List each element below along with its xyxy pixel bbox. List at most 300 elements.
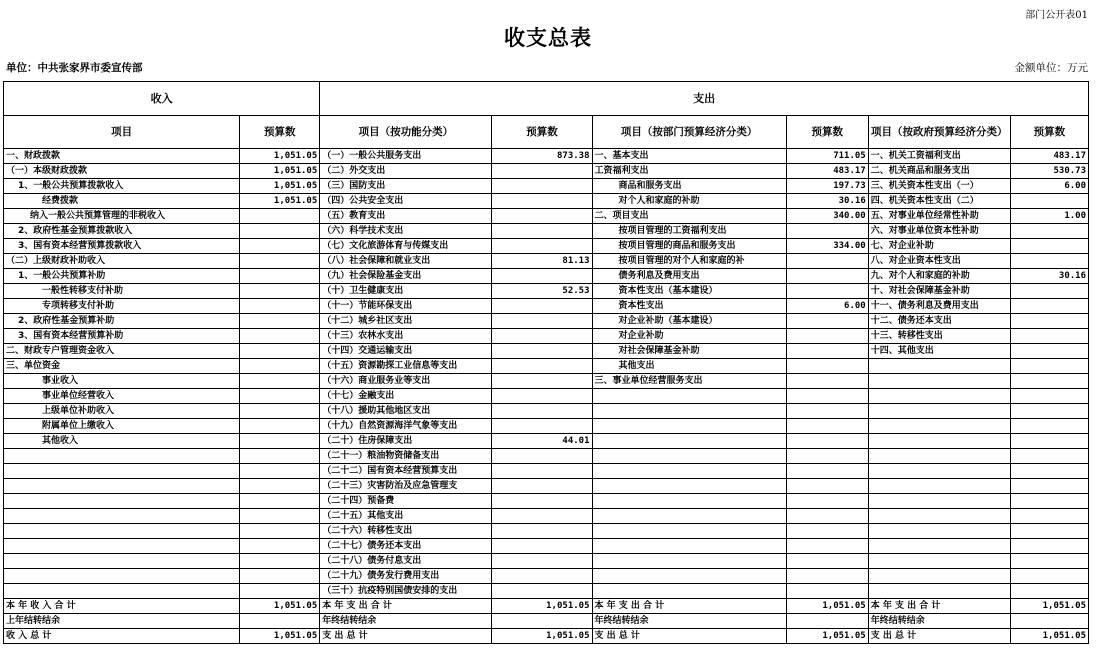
income-budget-cell — [240, 314, 320, 329]
dept-item-cell: 商品和服务支出 — [592, 179, 786, 194]
dept-item-cell — [592, 584, 786, 599]
income-item-cell — [4, 509, 240, 524]
dept-budget-cell — [786, 404, 868, 419]
income-item-cell — [4, 494, 240, 509]
amount-unit-label: 金额单位：万元 — [1014, 62, 1088, 74]
dept-budget-cell — [786, 359, 868, 374]
income-item-cell: 1、一般公共预算补助 — [4, 269, 240, 284]
dept-item-cell — [592, 554, 786, 569]
func-item-cell: （十三）农林水支出 — [320, 329, 492, 344]
income-item-cell — [4, 539, 240, 554]
dept-budget-cell — [786, 494, 868, 509]
income-budget-cell — [240, 329, 320, 344]
income-budget-cell: 1,051.05 — [240, 629, 320, 644]
dept-item-cell: 对个人和家庭的补助 — [592, 194, 786, 209]
func-item-cell: （二十九）债务发行费用支出 — [320, 569, 492, 584]
income-item-cell: 三、单位资金 — [4, 359, 240, 374]
gov-budget-cell — [1010, 494, 1088, 509]
income-item-cell: 2、政府性基金预算拨款收入 — [4, 224, 240, 239]
func-item-cell: 年终结转结余 — [320, 614, 492, 629]
func-item-cell: （七）文化旅游体育与传媒支出 — [320, 239, 492, 254]
dept-budget-cell: 1,051.05 — [786, 599, 868, 614]
gov-item-cell — [868, 374, 1010, 389]
rows-row — [4, 464, 1089, 479]
gov-item-cell: 十四、其他支出 — [868, 344, 1010, 359]
rows-row — [4, 209, 1089, 224]
dept-budget-cell — [786, 449, 868, 464]
func-budget-cell — [492, 209, 592, 224]
dept-budget-cell — [786, 524, 868, 539]
func-item-cell: （二十五）其他支出 — [320, 509, 492, 524]
dept-item-cell — [592, 449, 786, 464]
budget-summary-table — [3, 81, 1089, 644]
dept-item-cell: 资本性支出 — [592, 299, 786, 314]
income-item-cell — [4, 449, 240, 464]
income-budget-cell — [240, 524, 320, 539]
rows-row — [4, 494, 1089, 509]
income-item-cell: （二）上级财政补助收入 — [4, 254, 240, 269]
rows-row — [4, 524, 1089, 539]
gov-budget-cell: 1,051.05 — [1010, 599, 1088, 614]
dept-budget-cell — [786, 224, 868, 239]
income-budget-cell: 1,051.05 — [240, 599, 320, 614]
func-item-cell: （十五）资源勘探工业信息等支出 — [320, 359, 492, 374]
rows-row — [4, 344, 1089, 359]
gov-item-cell — [868, 479, 1010, 494]
gov-item-cell: 四、机关资本性支出（二） — [868, 194, 1010, 209]
income-budget-cell — [240, 359, 320, 374]
gov-budget-cell — [1010, 344, 1088, 359]
gov-item-cell: 十二、债务还本支出 — [868, 314, 1010, 329]
dept-budget-cell — [786, 434, 868, 449]
func-budget-cell: 81.13 — [492, 254, 592, 269]
income-item-cell: 事业收入 — [4, 374, 240, 389]
income-budget-cell — [240, 209, 320, 224]
func-budget-cell — [492, 359, 592, 374]
func-budget-cell — [492, 374, 592, 389]
income-budget-cell — [240, 494, 320, 509]
func-budget-cell — [492, 344, 592, 359]
dept-item-cell: 三、事业单位经营服务支出 — [592, 374, 786, 389]
gov-budget-cell — [1010, 434, 1088, 449]
gov-item-cell — [868, 449, 1010, 464]
gov-budget-cell: 483.17 — [1010, 149, 1088, 164]
rows-row — [4, 419, 1089, 434]
func-budget-cell — [492, 554, 592, 569]
income-budget-cell — [240, 374, 320, 389]
dept-budget-cell — [786, 269, 868, 284]
dept-item-header: 项目（按部门预算经济分类） — [592, 116, 786, 149]
func-item-cell: （二十七）债务还本支出 — [320, 539, 492, 554]
income-budget-cell — [240, 254, 320, 269]
income-budget-cell: 1,051.05 — [240, 149, 320, 164]
gov-budget-cell: 1.00 — [1010, 209, 1088, 224]
gov-budget-cell — [1010, 389, 1088, 404]
dept-budget-cell: 1,051.05 — [786, 629, 868, 644]
gov-item-cell: 八、对企业资本性支出 — [868, 254, 1010, 269]
func-budget-cell — [492, 299, 592, 314]
gov-item-cell: 六、对事业单位资本性补助 — [868, 224, 1010, 239]
gov-budget-cell — [1010, 314, 1088, 329]
dept-item-cell — [592, 569, 786, 584]
dept-item-cell — [592, 434, 786, 449]
dept-budget-cell — [786, 284, 868, 299]
gov-budget-cell — [1010, 569, 1088, 584]
gov-item-cell — [868, 524, 1010, 539]
gov-item-cell: 十、对社会保障基金补助 — [868, 284, 1010, 299]
income-budget-cell — [240, 269, 320, 284]
dept-budget-cell: 334.00 — [786, 239, 868, 254]
dept-item-cell: 其他支出 — [592, 359, 786, 374]
func-item-cell: （三）国防支出 — [320, 179, 492, 194]
income-item-cell: 一般性转移支付补助 — [4, 284, 240, 299]
gov-item-cell — [868, 389, 1010, 404]
dept-item-cell — [592, 539, 786, 554]
dept-budget-cell — [786, 329, 868, 344]
income-item-cell: 事业单位经营收入 — [4, 389, 240, 404]
func-budget-cell — [492, 509, 592, 524]
income-item-cell — [4, 569, 240, 584]
income-item-cell: 3、国有资本经营预算拨款收入 — [4, 239, 240, 254]
rows-row — [4, 509, 1089, 524]
gov-item-cell — [868, 509, 1010, 524]
func-item-cell: （四）公共安全支出 — [320, 194, 492, 209]
gov-item-cell — [868, 419, 1010, 434]
func-item-cell: （八）社会保障和就业支出 — [320, 254, 492, 269]
func-budget-cell — [492, 329, 592, 344]
gov-budget-cell — [1010, 464, 1088, 479]
dept-item-cell — [592, 494, 786, 509]
gov-item-cell: 九、对个人和家庭的补助 — [868, 269, 1010, 284]
dept-item-cell: 年终结转结余 — [592, 614, 786, 629]
func-budget-cell — [492, 419, 592, 434]
income-item-cell: 3、国有资本经营预算补助 — [4, 329, 240, 344]
gov-budget-cell: 1,051.05 — [1010, 629, 1088, 644]
gov-budget-cell — [1010, 614, 1088, 629]
income-item-cell: 专项转移支付补助 — [4, 299, 240, 314]
rows-row — [4, 224, 1089, 239]
func-item-cell: （二）外交支出 — [320, 164, 492, 179]
func-budget-header: 预算数 — [492, 116, 592, 149]
func-budget-cell — [492, 239, 592, 254]
income-item-cell: 2、政府性基金预算补助 — [4, 314, 240, 329]
rows-row — [4, 374, 1089, 389]
gov-item-cell — [868, 464, 1010, 479]
dept-item-cell: 按项目管理的商品和服务支出 — [592, 239, 786, 254]
func-budget-cell: 44.01 — [492, 434, 592, 449]
func-budget-cell — [492, 479, 592, 494]
totals-row — [4, 629, 1089, 644]
dept-budget-cell: 197.73 — [786, 179, 868, 194]
income-item-cell: 本 年 收 入 合 计 — [4, 599, 240, 614]
func-budget-cell — [492, 569, 592, 584]
rows-row — [4, 164, 1089, 179]
income-item-cell: （一）本级财政拨款 — [4, 164, 240, 179]
func-budget-cell — [492, 494, 592, 509]
func-item-cell: （十九）自然资源海洋气象等支出 — [320, 419, 492, 434]
income-item-cell: 二、财政专户管理资金收入 — [4, 344, 240, 359]
func-budget-cell — [492, 539, 592, 554]
dept-item-cell: 对企业补助 — [592, 329, 786, 344]
func-item-cell: （十二）城乡社区支出 — [320, 314, 492, 329]
gov-budget-cell — [1010, 404, 1088, 419]
dept-budget-cell: 30.16 — [786, 194, 868, 209]
func-budget-cell — [492, 464, 592, 479]
gov-item-header: 项目（按政府预算经济分类） — [868, 116, 1010, 149]
rows-row — [4, 569, 1089, 584]
rows-row — [4, 194, 1089, 209]
gov-budget-cell — [1010, 524, 1088, 539]
dept-item-cell: 对企业补助（基本建设） — [592, 314, 786, 329]
gov-budget-cell — [1010, 539, 1088, 554]
gov-budget-cell — [1010, 254, 1088, 269]
income-item-cell — [4, 554, 240, 569]
rows-row — [4, 359, 1089, 374]
income-item-cell — [4, 464, 240, 479]
dept-item-cell — [592, 524, 786, 539]
dept-budget-cell — [786, 314, 868, 329]
income-budget-cell — [240, 464, 320, 479]
func-item-cell: （一）一般公共服务支出 — [320, 149, 492, 164]
unit-label: 单位：中共张家界市委宣传部 — [6, 62, 143, 74]
func-budget-cell — [492, 164, 592, 179]
dept-item-cell — [592, 389, 786, 404]
income-group-header: 收入 — [4, 82, 320, 116]
income-budget-cell — [240, 389, 320, 404]
gov-budget-cell — [1010, 194, 1088, 209]
rows-row — [4, 479, 1089, 494]
gov-budget-cell — [1010, 224, 1088, 239]
income-budget-cell — [240, 344, 320, 359]
func-item-cell: （二十一）粮油物资储备支出 — [320, 449, 492, 464]
gov-budget-cell — [1010, 284, 1088, 299]
income-budget-cell — [240, 584, 320, 599]
dept-budget-cell — [786, 569, 868, 584]
dept-budget-cell — [786, 389, 868, 404]
gov-budget-cell — [1010, 479, 1088, 494]
dept-item-cell — [592, 509, 786, 524]
gov-budget-cell — [1010, 329, 1088, 344]
gov-budget-cell — [1010, 449, 1088, 464]
func-budget-cell: 1,051.05 — [492, 599, 592, 614]
rows-row — [4, 149, 1089, 164]
dept-budget-cell — [786, 614, 868, 629]
dept-item-cell — [592, 479, 786, 494]
income-budget-cell — [240, 539, 320, 554]
gov-budget-cell — [1010, 554, 1088, 569]
rows-row — [4, 434, 1089, 449]
dept-budget-header: 预算数 — [786, 116, 868, 149]
dept-item-cell: 按项目管理的工资福利支出 — [592, 224, 786, 239]
func-item-cell: （二十八）债务付息支出 — [320, 554, 492, 569]
income-item-cell: 一、财政拨款 — [4, 149, 240, 164]
income-item-cell: 经费拨款 — [4, 194, 240, 209]
gov-budget-cell: 6.00 — [1010, 179, 1088, 194]
func-budget-cell — [492, 314, 592, 329]
dept-item-cell: 支 出 总 计 — [592, 629, 786, 644]
func-budget-cell — [492, 269, 592, 284]
func-item-cell: （十八）援助其他地区支出 — [320, 404, 492, 419]
func-item-cell: 支 出 总 计 — [320, 629, 492, 644]
dept-item-cell: 资本性支出（基本建设） — [592, 284, 786, 299]
func-item-cell: （十六）商业服务业等支出 — [320, 374, 492, 389]
func-item-cell: （十一）节能环保支出 — [320, 299, 492, 314]
rows-row — [4, 314, 1089, 329]
func-item-cell: （六）科学技术支出 — [320, 224, 492, 239]
func-item-cell: （二十三）灾害防治及应急管理支 — [320, 479, 492, 494]
func-item-cell: （十四）交通运输支出 — [320, 344, 492, 359]
income-budget-cell: 1,051.05 — [240, 179, 320, 194]
gov-budget-cell — [1010, 299, 1088, 314]
func-budget-cell — [492, 614, 592, 629]
income-budget-cell — [240, 434, 320, 449]
func-budget-cell — [492, 224, 592, 239]
gov-budget-cell — [1010, 419, 1088, 434]
func-item-cell: （十七）金融支出 — [320, 389, 492, 404]
expense-group-header: 支出 — [320, 82, 1089, 116]
rows-row — [4, 584, 1089, 599]
dept-item-cell — [592, 464, 786, 479]
dept-budget-cell — [786, 509, 868, 524]
rows-row — [4, 239, 1089, 254]
dept-item-cell — [592, 419, 786, 434]
gov-item-cell: 支 出 总 计 — [868, 629, 1010, 644]
dept-budget-cell — [786, 479, 868, 494]
income-budget-cell — [240, 614, 320, 629]
income-budget-cell — [240, 284, 320, 299]
gov-item-cell: 三、机关资本性支出（一） — [868, 179, 1010, 194]
dept-item-cell: 工资福利支出 — [592, 164, 786, 179]
func-budget-cell: 52.53 — [492, 284, 592, 299]
gov-item-cell — [868, 569, 1010, 584]
income-item-cell: 纳入一般公共预算管理的非税收入 — [4, 209, 240, 224]
gov-item-cell: 年终结转结余 — [868, 614, 1010, 629]
table-body — [4, 149, 1089, 599]
table-code-label: 部门公开表01 — [1025, 10, 1088, 21]
rows-row — [4, 254, 1089, 269]
dept-budget-cell — [786, 344, 868, 359]
rows-row — [4, 179, 1089, 194]
dept-budget-cell — [786, 584, 868, 599]
dept-budget-cell — [786, 464, 868, 479]
rows-row — [4, 269, 1089, 284]
func-item-cell: （二十四）预备费 — [320, 494, 492, 509]
dept-item-cell — [592, 404, 786, 419]
income-budget-cell — [240, 554, 320, 569]
gov-item-cell: 十三、转移性支出 — [868, 329, 1010, 344]
func-item-cell: （十）卫生健康支出 — [320, 284, 492, 299]
dept-budget-cell: 6.00 — [786, 299, 868, 314]
dept-item-cell: 对社会保障基金补助 — [592, 344, 786, 359]
income-budget-cell — [240, 404, 320, 419]
gov-item-cell — [868, 404, 1010, 419]
gov-budget-cell — [1010, 509, 1088, 524]
func-budget-cell: 873.38 — [492, 149, 592, 164]
rows-row — [4, 404, 1089, 419]
gov-item-cell — [868, 554, 1010, 569]
income-budget-cell: 1,051.05 — [240, 194, 320, 209]
gov-budget-cell — [1010, 239, 1088, 254]
income-item-cell — [4, 524, 240, 539]
totals-row — [4, 599, 1089, 614]
func-item-cell: （五）教育支出 — [320, 209, 492, 224]
dept-item-cell: 一、基本支出 — [592, 149, 786, 164]
rows-row — [4, 329, 1089, 344]
func-item-cell: （九）社会保险基金支出 — [320, 269, 492, 284]
func-budget-cell — [492, 404, 592, 419]
dept-budget-cell — [786, 554, 868, 569]
income-budget-header: 预算数 — [240, 116, 320, 149]
gov-item-cell — [868, 539, 1010, 554]
gov-item-cell: 二、机关商品和服务支出 — [868, 164, 1010, 179]
income-budget-cell — [240, 479, 320, 494]
gov-item-cell — [868, 434, 1010, 449]
func-budget-cell — [492, 194, 592, 209]
func-item-cell: （二十二）国有资本经营预算支出 — [320, 464, 492, 479]
func-budget-cell: 1,051.05 — [492, 629, 592, 644]
totals-row — [4, 614, 1089, 629]
income-item-cell: 附属单位上缴收入 — [4, 419, 240, 434]
dept-budget-cell: 711.05 — [786, 149, 868, 164]
func-item-cell: （二十六）转移性支出 — [320, 524, 492, 539]
income-item-cell: 上级单位补助收入 — [4, 404, 240, 419]
gov-budget-cell — [1010, 374, 1088, 389]
income-budget-cell: 1,051.05 — [240, 164, 320, 179]
income-item-cell — [4, 479, 240, 494]
gov-budget-cell: 530.73 — [1010, 164, 1088, 179]
income-item-cell: 收 入 总 计 — [4, 629, 240, 644]
dept-budget-cell — [786, 254, 868, 269]
income-budget-cell — [240, 239, 320, 254]
dept-budget-cell: 340.00 — [786, 209, 868, 224]
rows-row — [4, 449, 1089, 464]
func-item-cell: （三十）抗疫特别国债安排的支出 — [320, 584, 492, 599]
rows-row — [4, 389, 1089, 404]
income-budget-cell — [240, 449, 320, 464]
page-title: 收支总表 — [504, 26, 592, 50]
income-budget-cell — [240, 299, 320, 314]
income-item-cell — [4, 584, 240, 599]
gov-item-cell — [868, 359, 1010, 374]
income-item-cell: 1、一般公共预算拨款收入 — [4, 179, 240, 194]
gov-item-cell: 本 年 支 出 合 计 — [868, 599, 1010, 614]
func-budget-cell — [492, 389, 592, 404]
dept-item-cell: 二、项目支出 — [592, 209, 786, 224]
func-item-cell: 本 年 支 出 合 计 — [320, 599, 492, 614]
dept-budget-cell — [786, 419, 868, 434]
income-item-header: 项目 — [4, 116, 240, 149]
rows-row — [4, 554, 1089, 569]
income-item-cell: 其他收入 — [4, 434, 240, 449]
func-budget-cell — [492, 449, 592, 464]
income-budget-cell — [240, 224, 320, 239]
gov-budget-cell — [1010, 359, 1088, 374]
gov-item-cell: 十一、债务利息及费用支出 — [868, 299, 1010, 314]
rows-row — [4, 284, 1089, 299]
income-budget-cell — [240, 509, 320, 524]
gov-budget-cell — [1010, 584, 1088, 599]
func-budget-cell — [492, 584, 592, 599]
table-totals — [4, 599, 1089, 644]
gov-item-cell — [868, 494, 1010, 509]
income-budget-cell — [240, 569, 320, 584]
rows-row — [4, 299, 1089, 314]
gov-item-cell: 一、机关工资福利支出 — [868, 149, 1010, 164]
func-budget-cell — [492, 524, 592, 539]
func-item-header: 项目（按功能分类） — [320, 116, 492, 149]
dept-item-cell: 本 年 支 出 合 计 — [592, 599, 786, 614]
gov-item-cell: 七、对企业补助 — [868, 239, 1010, 254]
